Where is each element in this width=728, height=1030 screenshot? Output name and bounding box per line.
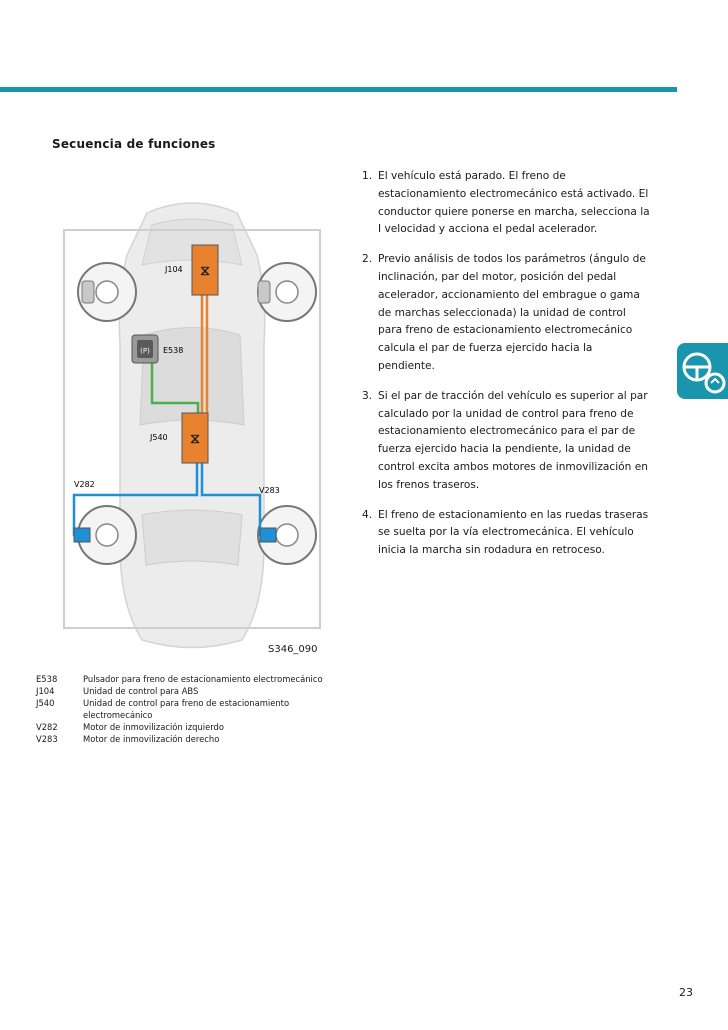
control-unit-j104 (192, 245, 218, 295)
steering-wheel-icon (677, 343, 728, 399)
step-text: El freno de estacionamiento en las ruedas traseras se suelta por la vía electromecánica. El vehículo inicia la marcha sin rodadura en retroceso. (378, 508, 649, 557)
step-item (362, 251, 652, 376)
wheel-front-left-icon (78, 263, 136, 321)
legend-item (36, 697, 336, 721)
legend-desc: Motor de inmovilización izquierdo (83, 722, 224, 733)
step-text: Si el par de tracción del vehículo es superior al par calculado por la unidad de control para freno de estacionamiento electromecánico para el par de fuerza ejercido hacia la pendiente, la unidad de control excita ambos motores de inmovilización en los frenos traseros. (378, 389, 648, 491)
wheel-front-right-icon (258, 263, 316, 321)
svg-text:⧖: ⧖ (200, 263, 210, 279)
step-text: Previo análisis de todos los parámetros (ángulo de inclinación, par del motor, posición del pedal acelerador, accionamiento del embrague o gama de marchas seleccionada) la unidad de control para freno de estacionamiento electromecánico calcula el par de fuerza ejercido hacia la pendiente. (378, 253, 646, 372)
legend-code: E538 (36, 674, 58, 684)
step-item (362, 507, 652, 560)
label-v282: V282 (74, 480, 95, 489)
step-number: 2. (362, 253, 373, 266)
legend-code: J104 (36, 686, 55, 697)
label-j104: J104 (165, 265, 183, 274)
step-number: 3. (362, 389, 373, 402)
motor-v283-icon (260, 528, 276, 542)
legend-item (36, 721, 336, 733)
control-unit-j540 (182, 413, 208, 463)
steps-list (362, 168, 652, 572)
svg-text:⧖: ⧖ (190, 431, 200, 447)
step-item (362, 168, 652, 239)
step-item (362, 388, 652, 495)
header-rule (0, 87, 677, 92)
page-number: 23 (679, 986, 693, 999)
brake-system-diagram (52, 185, 332, 660)
legend-desc: Unidad de control para freno de estacionamiento electromecánico (83, 698, 290, 721)
step-number: 1. (362, 170, 373, 182)
legend-item (36, 685, 336, 697)
step-text: El vehículo está parado. El freno de estacionamiento electromecánico está activado. El conductor quiere ponerse en marcha, selecciona la I velocidad y acciona el pedal acelerador. (378, 170, 650, 236)
motor-v282-icon (74, 528, 90, 542)
section-title: Secuencia de funciones (52, 137, 216, 151)
legend (36, 673, 336, 746)
legend-code: J540 (36, 698, 55, 709)
legend-desc: Motor de inmovilización derecho (83, 734, 220, 745)
legend-desc: Pulsador para freno de estacionamiento electromecánico (83, 674, 323, 684)
legend-code: V282 (36, 722, 58, 733)
svg-text:(P): (P) (140, 347, 150, 355)
label-e538: E538 (163, 346, 184, 355)
label-v283: V283 (259, 486, 280, 495)
legend-item (36, 673, 336, 685)
legend-desc: Unidad de control para ABS (83, 686, 199, 697)
chapter-tab (677, 343, 728, 399)
figure-id: S346_090 (268, 644, 318, 655)
legend-item (36, 733, 336, 745)
label-j540: J540 (150, 433, 168, 442)
step-number: 4. (362, 508, 373, 521)
switch-e538-icon (132, 335, 158, 363)
legend-code: V283 (36, 734, 58, 745)
